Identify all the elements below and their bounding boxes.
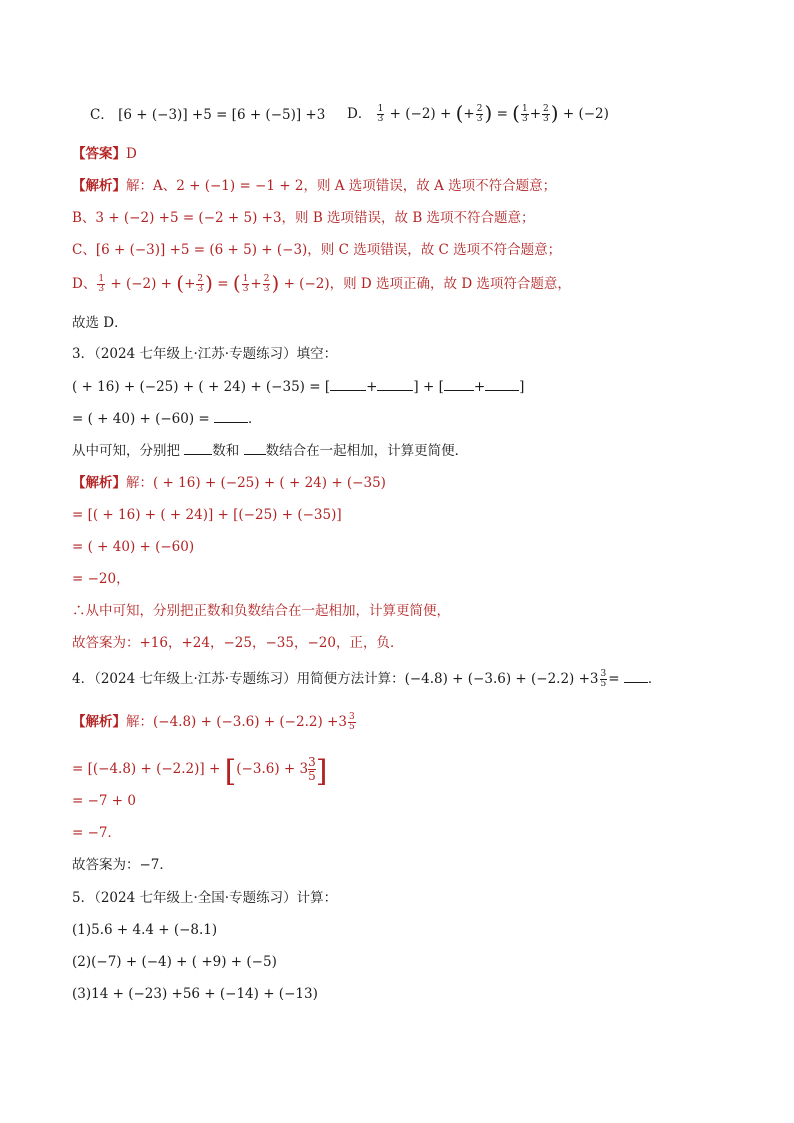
q3-analysis-1: 【解析】解：( + 16) + (−25) + ( + 24) + (−35) <box>72 475 386 491</box>
option-d: D． $\frac{1}{3}$ + (−2) + (+ $\frac{2}{3}$ ) = ( $\frac{1}{3}$ + $\frac{2}{3}$ ) + (−2) <box>347 101 609 125</box>
q4-analysis-4: = −7． <box>72 825 122 841</box>
q3-expression-2: = ( + 40) + (−60) = ． <box>72 411 262 427</box>
fraction-three-fifths: $\frac{3}{5}$ <box>600 669 607 689</box>
q2-analysis-d: D、 $\frac{1}{3}$ + (−2) + (+ $\frac{2}{3}$ ) = ( $\frac{1}{3}$ + $\frac{2}{3}$ ) + (−2)，则 D 选项正确，故 D 选项符合题意， <box>72 271 571 295</box>
blank-7[interactable] <box>244 442 266 455</box>
option-c <box>90 106 325 124</box>
q2-analysis-c: C、[6 + (−3)] +5 = (6 + 5) + (−3)，则 C 选项错误，故 C 选项不符合题意； <box>72 242 562 258</box>
blank-6[interactable] <box>184 442 212 455</box>
blank-1[interactable] <box>330 378 366 391</box>
q3-analysis-4: = −20， <box>72 571 130 587</box>
q4-analysis-1: 【解析】解：(−4.8) + (−3.6) + (−2.2) +3 $\frac{3}{5}$ <box>72 712 355 732</box>
q3-analysis-5: ∴从中可知，分别把正数和负数结合在一起相加，计算更简便， <box>72 603 450 619</box>
q5-item-3: (3)14 + (−23) +56 + (−14) + (−13) <box>72 986 318 1002</box>
q5-title: 5．（2024 七年级上·全国·专题练习）计算： <box>72 890 338 906</box>
q4-title: 4．（2024 七年级上·江苏·专题练习）用简便方法计算：(−4.8) + (−3.6) + (−2.2) +3 $\frac{3}{5}$ = ． <box>72 669 662 689</box>
q5-item-2: (2)(−7) + (−4) + ( +9) + (−5) <box>72 954 277 970</box>
blank-4[interactable] <box>485 378 519 391</box>
q2-conclusion: 故选 D． <box>72 315 128 331</box>
q5-item-1: (1)5.6 + 4.4 + (−8.1) <box>72 922 218 938</box>
q3-answer: 故答案为：+16，+24，−25，−35，−20，正，负． <box>72 635 404 651</box>
q3-analysis-2: = [( + 16) + ( + 24)] + [(−25) + (−35)] <box>72 507 342 523</box>
q2-analysis-a: 【解析】解：A、2 + (−1) = −1 + 2，则 A 选项错误，故 A 选项不符合题意； <box>72 178 557 194</box>
blank-3[interactable] <box>444 378 474 391</box>
q2-analysis-b: B、3 + (−2) +5 = (−2 + 5) +3，则 B 选项错误，故 B 选项不符合题意； <box>72 210 535 226</box>
q2-answer: 【答案】D <box>72 146 137 162</box>
fraction-one-third: $\frac{1}{3}$ <box>377 104 384 124</box>
blank-2[interactable] <box>377 378 413 391</box>
q3-title: 3．（2024 七年级上·江苏·专题练习）填空： <box>72 346 338 362</box>
blank-8[interactable] <box>624 670 648 683</box>
q3-text: 从中可知，分别把 数和 数结合在一起相加，计算更简便． <box>72 443 469 459</box>
blank-5[interactable] <box>214 410 248 423</box>
q4-analysis-2: = [(−4.8) + (−2.2)] + [(−3.6) + 3 $\frac{3}{5}$ ] <box>72 754 328 789</box>
fraction-two-thirds: $\frac{2}{3}$ <box>476 104 483 124</box>
option-d-label: D． <box>347 106 372 122</box>
q3-expression-1: ( + 16) + (−25) + ( + 24) + (−35) = [ + ] + [ + ] <box>72 379 525 395</box>
option-c-label: C． <box>90 107 114 123</box>
q3-analysis-3: = ( + 40) + (−60) <box>72 539 195 555</box>
q4-analysis-3: = −7 + 0 <box>72 793 136 809</box>
q4-answer: 故答案为：−7． <box>72 857 173 873</box>
option-c-expression: [6 + (−3)] +5 = [6 + (−5)] +3 <box>118 107 326 123</box>
